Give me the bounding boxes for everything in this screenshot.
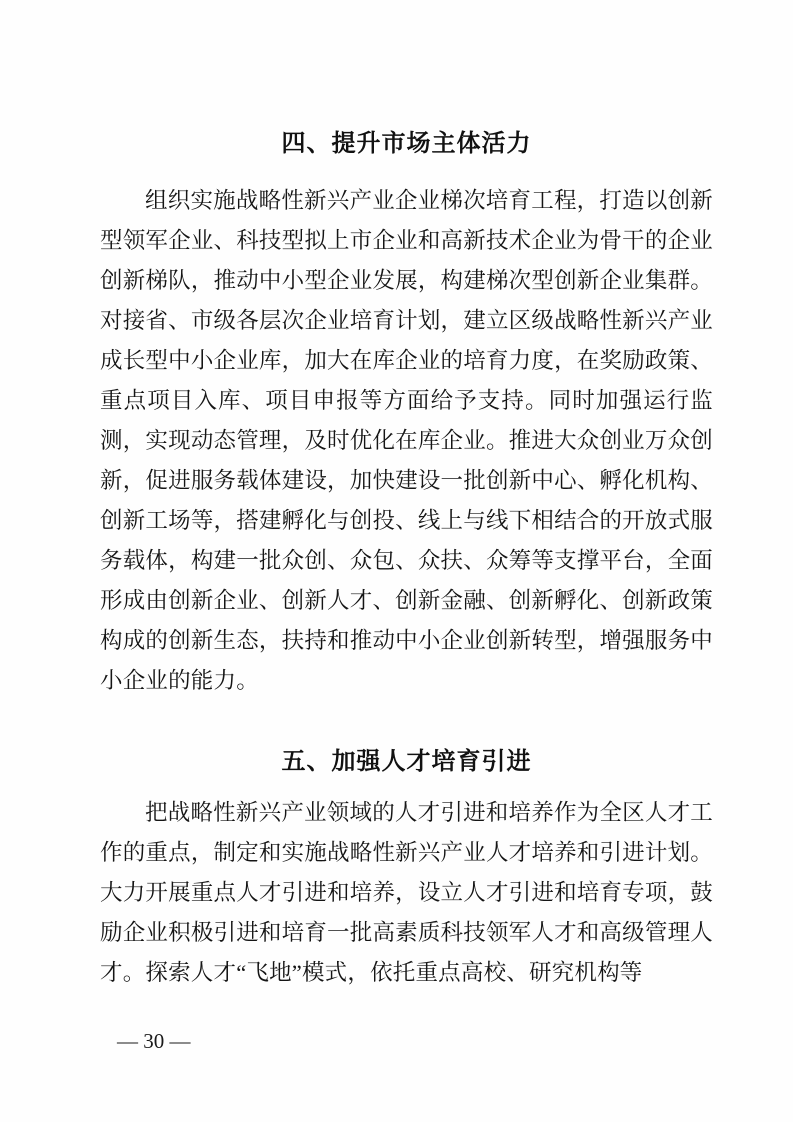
section-paragraph-4: 组织实施战略性新兴产业企业梯次培育工程，打造以创新型领军企业、科技型拟上市企业和高新技术企业为骨干的企业创新梯队，推动中小型企业发展，构建梯次型创新企业集群。对接省、市级各层次企业培育计划，建立区级战略性新兴产业成长型中小企业库，加大在库企业的培育力度，在奖励政策、重点项目入库、项目申报等方面给予支持。同时加强运行监测，实现动态管理，及时优化在库企业。推进大众创业万众创新，促进服务载体建设，加快建设一批创新中心、孵化机构、创新工场等，搭建孵化与创投、线上与线下相结合的开放式服务载体，构建一批众创、众包、众扶、众筹等支撑平台，全面形成由创新企业、创新人才、创新金融、创新孵化、创新政策构成的创新生态，扶持和推动中小企业创新转型，增强服务中小企业的能力。	[100, 188, 713, 693]
section-heading-4: 四、提升市场主体活力	[281, 130, 532, 157]
section-paragraph-5: 把战略性新兴产业领域的人才引进和培养作为全区人才工作的重点，制定和实施战略性新兴产业人才培养和引进计划。大力开展重点人才引进和培养，设立人才引进和培育专项，鼓励企业积极引进和培育一批高素质科技领军人才和高级管理人才。探索人才“飞地”模式，依托重点高校、研究机构等	[100, 800, 713, 985]
section-heading-5: 五、加强人才培育引进	[281, 748, 532, 775]
document-content	[100, 129, 713, 993]
page-number: — 30 —	[117, 1029, 191, 1053]
